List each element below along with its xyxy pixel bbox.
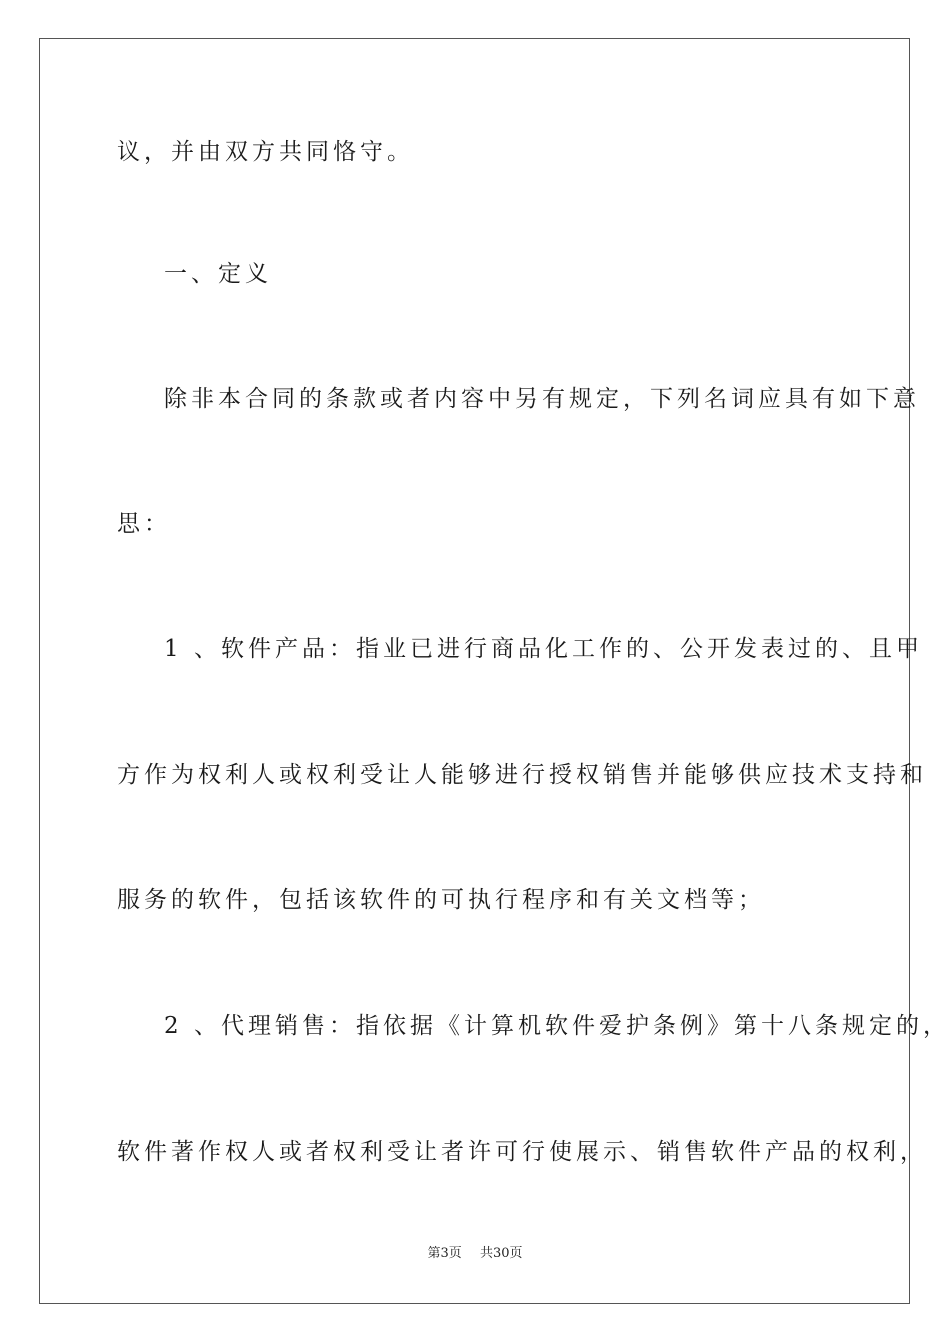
page-footer [0, 1245, 950, 1263]
page-border [39, 38, 910, 1304]
definition-item-1: 1 、软件产品：指业已进行商品化工作的、公开发表过的、且甲 [164, 636, 923, 662]
definition-item-2: 2 、代理销售：指依据《计算机软件爱护条例》第十八条规定的， [164, 1013, 950, 1039]
body-text-line: 议，并由双方共同恪守。 [117, 139, 414, 165]
page-number: 第3页 [427, 1246, 462, 1261]
body-text-line: 思： [117, 511, 171, 537]
body-text-line: 方作为权利人或权利受让人能够进行授权销售并能够供应技术支持和 [117, 762, 927, 788]
page-total: 共30页 [479, 1246, 523, 1261]
body-text-line: 服务的软件，包括该软件的可执行程序和有关文档等； [117, 887, 765, 913]
body-text-line: 除非本合同的条款或者内容中另有规定，下列名词应具有如下意 [164, 386, 920, 412]
section-heading: 一、定义 [164, 261, 272, 287]
body-text-line: 软件著作权人或者权利受让者许可行使展示、销售软件产品的权利， [117, 1139, 927, 1165]
